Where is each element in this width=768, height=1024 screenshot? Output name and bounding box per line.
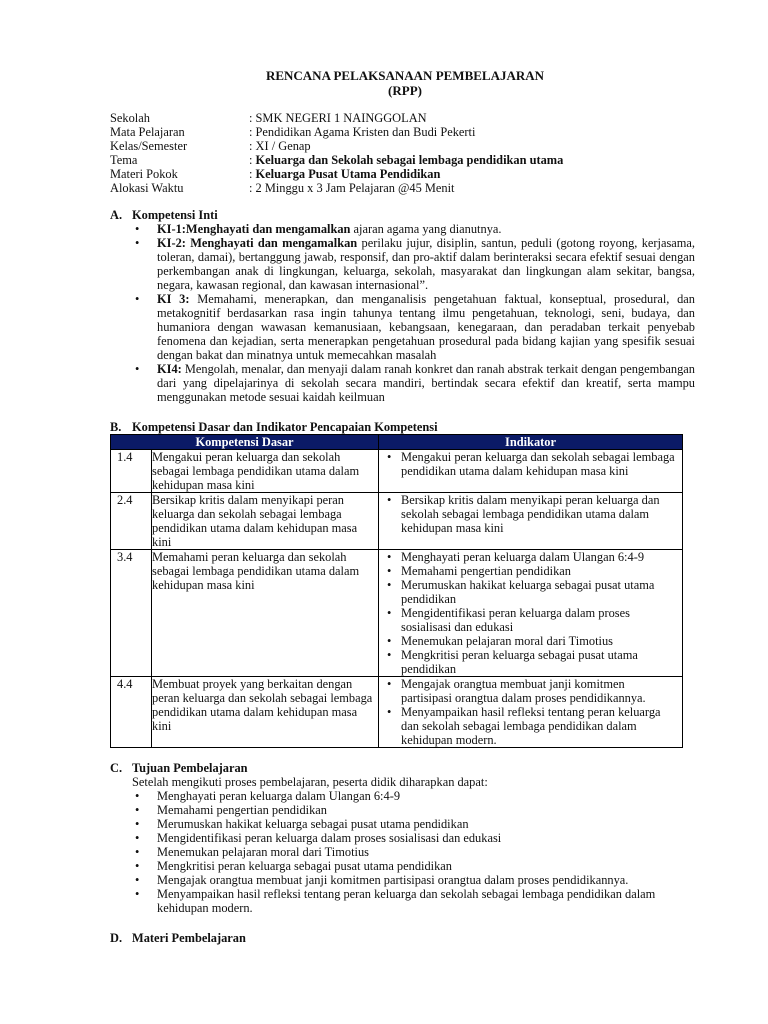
indicator-cell: [379, 550, 683, 677]
section-tujuan-pembelajaran: [110, 761, 695, 915]
ki-item: [110, 222, 695, 236]
identity-value: : Pendidikan Agama Kristen dan Budi Pekerti: [249, 125, 476, 139]
indicator-item: • Mengidentifikasi peran keluarga dalam proses sosialisasi dan edukasi: [379, 606, 682, 634]
section-heading: [110, 420, 685, 434]
list-item: • Mengidentifikasi peran keluarga dalam proses sosialisasi dan edukasi: [110, 831, 695, 845]
section-heading: [110, 761, 695, 775]
table-row: [111, 450, 683, 493]
identity-value: Keluarga Pusat Utama Pendidikan: [255, 167, 441, 181]
tujuan-list: [110, 789, 695, 915]
section-kompetensi-inti: [110, 208, 695, 404]
list-item: • Mengajak orangtua membuat janji komitmen partisipasi orangtua dalam proses pendidikannya.: [110, 873, 695, 887]
section-title: Materi Pembelajaran: [132, 931, 246, 945]
kd-number: 4.4: [111, 677, 152, 748]
identity-label: Materi Pokok: [110, 167, 178, 181]
column-header-kd: Kompetensi Dasar: [111, 435, 379, 450]
ki-label: KI 3:: [157, 292, 190, 306]
list-item: • Menyampaikan hasil refleksi tentang peran keluarga dan sekolah sebagai lembaga pendidikan dalam kehidupan modern.: [110, 887, 695, 915]
section-letter: C.: [110, 761, 123, 775]
table-row: [111, 550, 683, 677]
section-heading: [110, 931, 246, 945]
indicator-cell: [379, 450, 683, 493]
indicator-item: • Merumuskan hakikat keluarga sebagai pusat utama pendidikan: [379, 578, 682, 606]
table-header-row: [111, 435, 683, 450]
indicator-item: • Menemukan pelajaran moral dari Timotius: [379, 634, 682, 648]
indicator-cell: [379, 677, 683, 748]
identity-row-kelas: [110, 139, 563, 153]
ki-label: KI4:: [157, 362, 182, 376]
kd-number: 2.4: [111, 493, 152, 550]
indicator-item: • Menghayati peran keluarga dalam Ulangan 6:4-9: [379, 550, 682, 564]
identity-label: Kelas/Semester: [110, 139, 188, 153]
ki-text: perilaku jujur, disiplin, santun, peduli (gotong royong, kerjasama, toleran, damai), bertanggung jawab, responsif, dan pro-aktif dalam berinteraksi secara efektif sesuai dengan perkembangan anak di lingkungan, keluarga, sekolah, masyarakat dan lingkungan alam sekitar, bangsa, negara, kawasan regional, dan kawasan internasional”.: [157, 236, 696, 292]
identity-row-tema: Tema : Keluarga dan Sekolah sebagai lembaga pendidikan utama: [110, 153, 564, 167]
kd-text: Memahami peran keluarga dan sekolah sebagai lembaga pendidikan utama dalam kehidupan masa kini: [152, 550, 379, 677]
list-item: • Memahami pengertian pendidikan: [110, 803, 695, 817]
document-title: [0, 68, 768, 98]
indicator-item: • Mengakui peran keluarga dan sekolah sebagai lembaga pendidikan utama dalam kehidupan masa kini: [379, 450, 682, 478]
ki-item: [110, 362, 695, 404]
kd-table: [110, 434, 683, 748]
section-letter: A.: [110, 208, 123, 222]
section-letter: B.: [110, 420, 122, 434]
identity-value: Keluarga dan Sekolah sebagai lembaga pendidikan utama: [255, 153, 564, 167]
identity-value: : XI / Genap: [249, 139, 311, 153]
indicator-item: • Memahami pengertian pendidikan: [379, 564, 682, 578]
identity-label: Sekolah: [110, 111, 150, 125]
kd-number: 3.4: [111, 550, 152, 677]
identity-block: [110, 111, 563, 195]
ki-text: Mengolah, menalar, dan menyaji dalam ranah konkret dan ranah abstrak terkait dengan pengembangan dari yang dipelajarinya di sekolah secara mandiri, bertindak secara efektif dan kreatif, serta mampu menggunakan metode sesuai kaidah keilmuan: [157, 362, 695, 404]
section-letter: D.: [110, 931, 123, 945]
identity-row-materi: Materi Pokok : Keluarga Pusat Utama Pendidikan: [110, 167, 441, 181]
ki-item: [110, 292, 695, 362]
identity-row-sekolah: [110, 111, 563, 125]
indicator-item: • Mengajak orangtua membuat janji komitmen partisipasi orangtua dalam proses pendidikannya.: [379, 677, 682, 705]
section-kompetensi-dasar: [110, 420, 685, 748]
list-item: • Merumuskan hakikat keluarga sebagai pusat utama pendidikan: [110, 817, 695, 831]
table-row: [111, 677, 683, 748]
title-line-2: (RPP): [388, 83, 422, 98]
table-row: [111, 493, 683, 550]
kd-text: Bersikap kritis dalam menyikapi peran keluarga dan sekolah sebagai lembaga pendidikan utama dalam kehidupan masa kini: [152, 493, 379, 550]
section-heading: [110, 208, 695, 222]
indicator-cell: [379, 493, 683, 550]
ki-list: [110, 222, 695, 404]
ki-label: KI-1:Menghayati dan mengamalkan: [157, 222, 351, 236]
section-title: Tujuan Pembelajaran: [132, 761, 248, 775]
ki-text: ajaran agama yang dianutnya.: [350, 222, 502, 236]
list-item: • Mengkritisi peran keluarga sebagai pusat utama pendidikan: [110, 859, 695, 873]
indicator-item: • Bersikap kritis dalam menyikapi peran keluarga dan sekolah sebagai lembaga pendidikan utama dalam kehidupan masa kini: [379, 493, 682, 535]
column-header-indikator: Indikator: [379, 435, 683, 450]
identity-label: Mata Pelajaran: [110, 125, 185, 139]
ki-label: KI-2: Menghayati dan mengamalkan: [157, 236, 358, 250]
kd-text: Membuat proyek yang berkaitan dengan peran keluarga dan sekolah sebagai lembaga pendidikan utama dalam kehidupan masa kini: [152, 677, 379, 748]
section-title: Kompetensi Inti: [132, 208, 218, 222]
section-materi-pembelajaran: [110, 931, 246, 945]
identity-value: : 2 Minggu x 3 Jam Pelajaran @45 Menit: [249, 181, 455, 195]
identity-row-alokasi: [110, 181, 563, 195]
ki-text: Memahami, menerapkan, dan menganalisis pengetahuan faktual, konseptual, prosedural, dan metakognitif berdasarkan rasa ingin tahunya tentang ilmu pengetahuan, teknologi, seni, budaya, dan humaniora dengan wawasan kemanusiaan, kebangsaan, kenegaraan, dan peradaban terkait penyebab fenomena dan kejadian, serta menerapkan pengetahuan prosedural pada bidang kajian yang spesifik sesuai dengan bakat dan minatnya untuk memecahkan masalah: [157, 292, 695, 362]
identity-row-mapel: [110, 125, 563, 139]
title-line-1: RENCANA PELAKSANAAN PEMBELAJARAN: [265, 68, 545, 83]
ki-item: [110, 236, 695, 292]
list-item: • Menghayati peran keluarga dalam Ulangan 6:4-9: [110, 789, 695, 803]
kd-number: 1.4: [111, 450, 152, 493]
indicator-item: • Menyampaikan hasil refleksi tentang peran keluarga dan sekolah sebagai lembaga pendidikan dalam kehidupan modern.: [379, 705, 682, 747]
kd-text: Mengakui peran keluarga dan sekolah sebagai lembaga pendidikan utama dalam kehidupan masa kini: [152, 450, 379, 493]
indicator-item: • Mengkritisi peran keluarga sebagai pusat utama pendidikan: [379, 648, 682, 676]
identity-label: Alokasi Waktu: [110, 181, 184, 195]
section-intro: Setelah mengikuti proses pembelajaran, peserta didik diharapkan dapat:: [132, 775, 488, 789]
section-title: Kompetensi Dasar dan Indikator Pencapaian Kompetensi: [132, 420, 438, 434]
list-item: • Menemukan pelajaran moral dari Timotius: [110, 845, 695, 859]
identity-value: : SMK NEGERI 1 NAINGGOLAN: [249, 111, 427, 125]
identity-label: Tema: [110, 153, 138, 167]
